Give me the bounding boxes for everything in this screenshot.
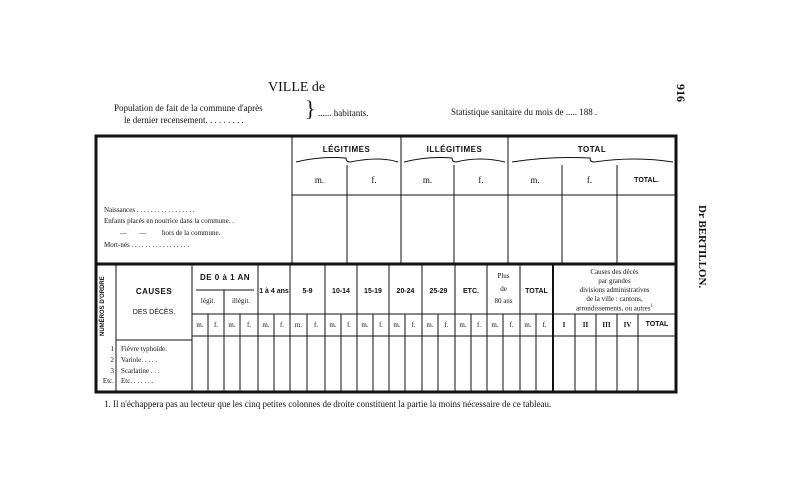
admin-iii: III [602, 321, 611, 329]
illegit: illégit. [231, 297, 251, 305]
header-total: TOTAL [577, 145, 607, 154]
cause-variole: Variole. . . . . [121, 356, 157, 364]
row-naissances: Naissances . . . . . . . . . . . . . . . . . [104, 206, 195, 214]
row-mort-nes: Mort-nés . . . . . . . . . . . . . . . . . [104, 241, 190, 249]
footnote: 1. Il n'échappera pas au lecteur que les cinq petites colonnes de droite constituent la partie la moins nécessaire de ce tableau. [104, 399, 552, 409]
sub-m-2: m. [422, 175, 433, 185]
age-20-24: 20-24 [396, 288, 415, 295]
age-25-29: 25-29 [429, 288, 448, 295]
mf-label: f. [476, 321, 482, 329]
mf-label: f. [411, 321, 416, 329]
admin-i: I [562, 321, 566, 329]
mf-label: m. [329, 321, 337, 329]
causes-admin-4: de la ville : cantons, [586, 295, 643, 303]
age-1-4: 1 à 4 ans [259, 288, 289, 295]
mf-label: m. [262, 321, 270, 329]
plus-1: Plus [497, 272, 510, 280]
mf-label: f. [346, 321, 352, 329]
age-10-14: 10-14 [332, 288, 350, 295]
population-line-2: le dernier recensement. . . . . . . . . [124, 115, 244, 125]
admin-ii: II [582, 321, 589, 329]
mf-label: f. [444, 321, 449, 329]
age-15-19: 15-19 [364, 288, 382, 295]
mf-label: m. [294, 321, 303, 329]
mf-label: f. [542, 321, 547, 329]
causes-admin-1: Causes des décès [590, 268, 639, 276]
causes-admin-2: par grandes [598, 277, 631, 285]
side-author: Dr BERTILLON. [696, 205, 708, 289]
mf-label: m. [196, 321, 204, 329]
population-line-1: Population de fait de la commune d'après [114, 103, 263, 113]
mf-label: f. [279, 321, 285, 329]
plus-3: 80 ans [494, 297, 513, 305]
mf-label: m. [228, 321, 236, 329]
age-0-1: DE 0 à 1 AN [199, 273, 251, 282]
legit: légit. [200, 297, 216, 305]
mf-label: f. [246, 321, 252, 329]
causes-admin-5: arrondissements, ou autres$^1$ [576, 304, 653, 313]
row-nourrice-hors: — — hors de la commune. [120, 229, 221, 237]
age-5-9: 5-9 [302, 288, 313, 295]
cause-etc: Etc. . . . . . . [121, 377, 154, 385]
row-number: 3 [110, 367, 114, 375]
mf-label: f. [213, 321, 219, 329]
age-etc: ETC. [463, 288, 479, 295]
mf-label: f. [313, 321, 319, 329]
admin-total: TOTAL [645, 321, 669, 328]
causes-1: CAUSES [135, 287, 173, 296]
mf-label: f. [378, 321, 384, 329]
row-number: 1 [110, 345, 114, 353]
numeros-ordre: NUMÉROS D'ORDRE [100, 276, 106, 336]
habitants: ...... habitants. [318, 108, 369, 118]
cause-fievre: Fièvre typhoïde. [121, 345, 167, 353]
sub-f-1: f. [371, 175, 377, 185]
header-illegitimes: ILLÉGITIMES [426, 145, 483, 154]
mf-label: m. [459, 321, 467, 329]
mf-label: m. [426, 321, 434, 329]
mf-label: m. [524, 321, 532, 329]
plus-2: de [500, 285, 507, 293]
row-number: 2 [110, 356, 114, 364]
admin-iv: IV [623, 321, 632, 329]
brace: } [305, 96, 316, 121]
sub-f-3: f. [586, 175, 593, 185]
mf-label: m. [393, 321, 401, 329]
mf-label: m. [491, 321, 499, 329]
row-number: Etc. [102, 377, 114, 385]
cause-scarlatine: Scarlatine . . . [121, 367, 160, 375]
sub-total: TOTAL. [634, 177, 659, 184]
causes-admin-3: divisions administratives [579, 286, 650, 294]
header-legitimes: LÉGITIMES [322, 145, 371, 154]
mf-label: m. [361, 321, 369, 329]
sub-m-1: m. [314, 175, 325, 185]
total-header: TOTAL [525, 288, 548, 295]
sub-m-3: m. [530, 175, 540, 185]
page-number: 916 [674, 84, 688, 102]
ville-label: VILLE de [268, 80, 326, 95]
sub-f-2: f. [478, 175, 484, 185]
statistique-line: Statistique sanitaire du mois de ..... 188 . [451, 107, 598, 117]
causes-2: DES DÉCÈS. [132, 309, 176, 316]
row-nourrice-dans: Enfants placés en nourrice dans la commune. . [104, 217, 235, 225]
mf-label: f. [509, 321, 514, 329]
